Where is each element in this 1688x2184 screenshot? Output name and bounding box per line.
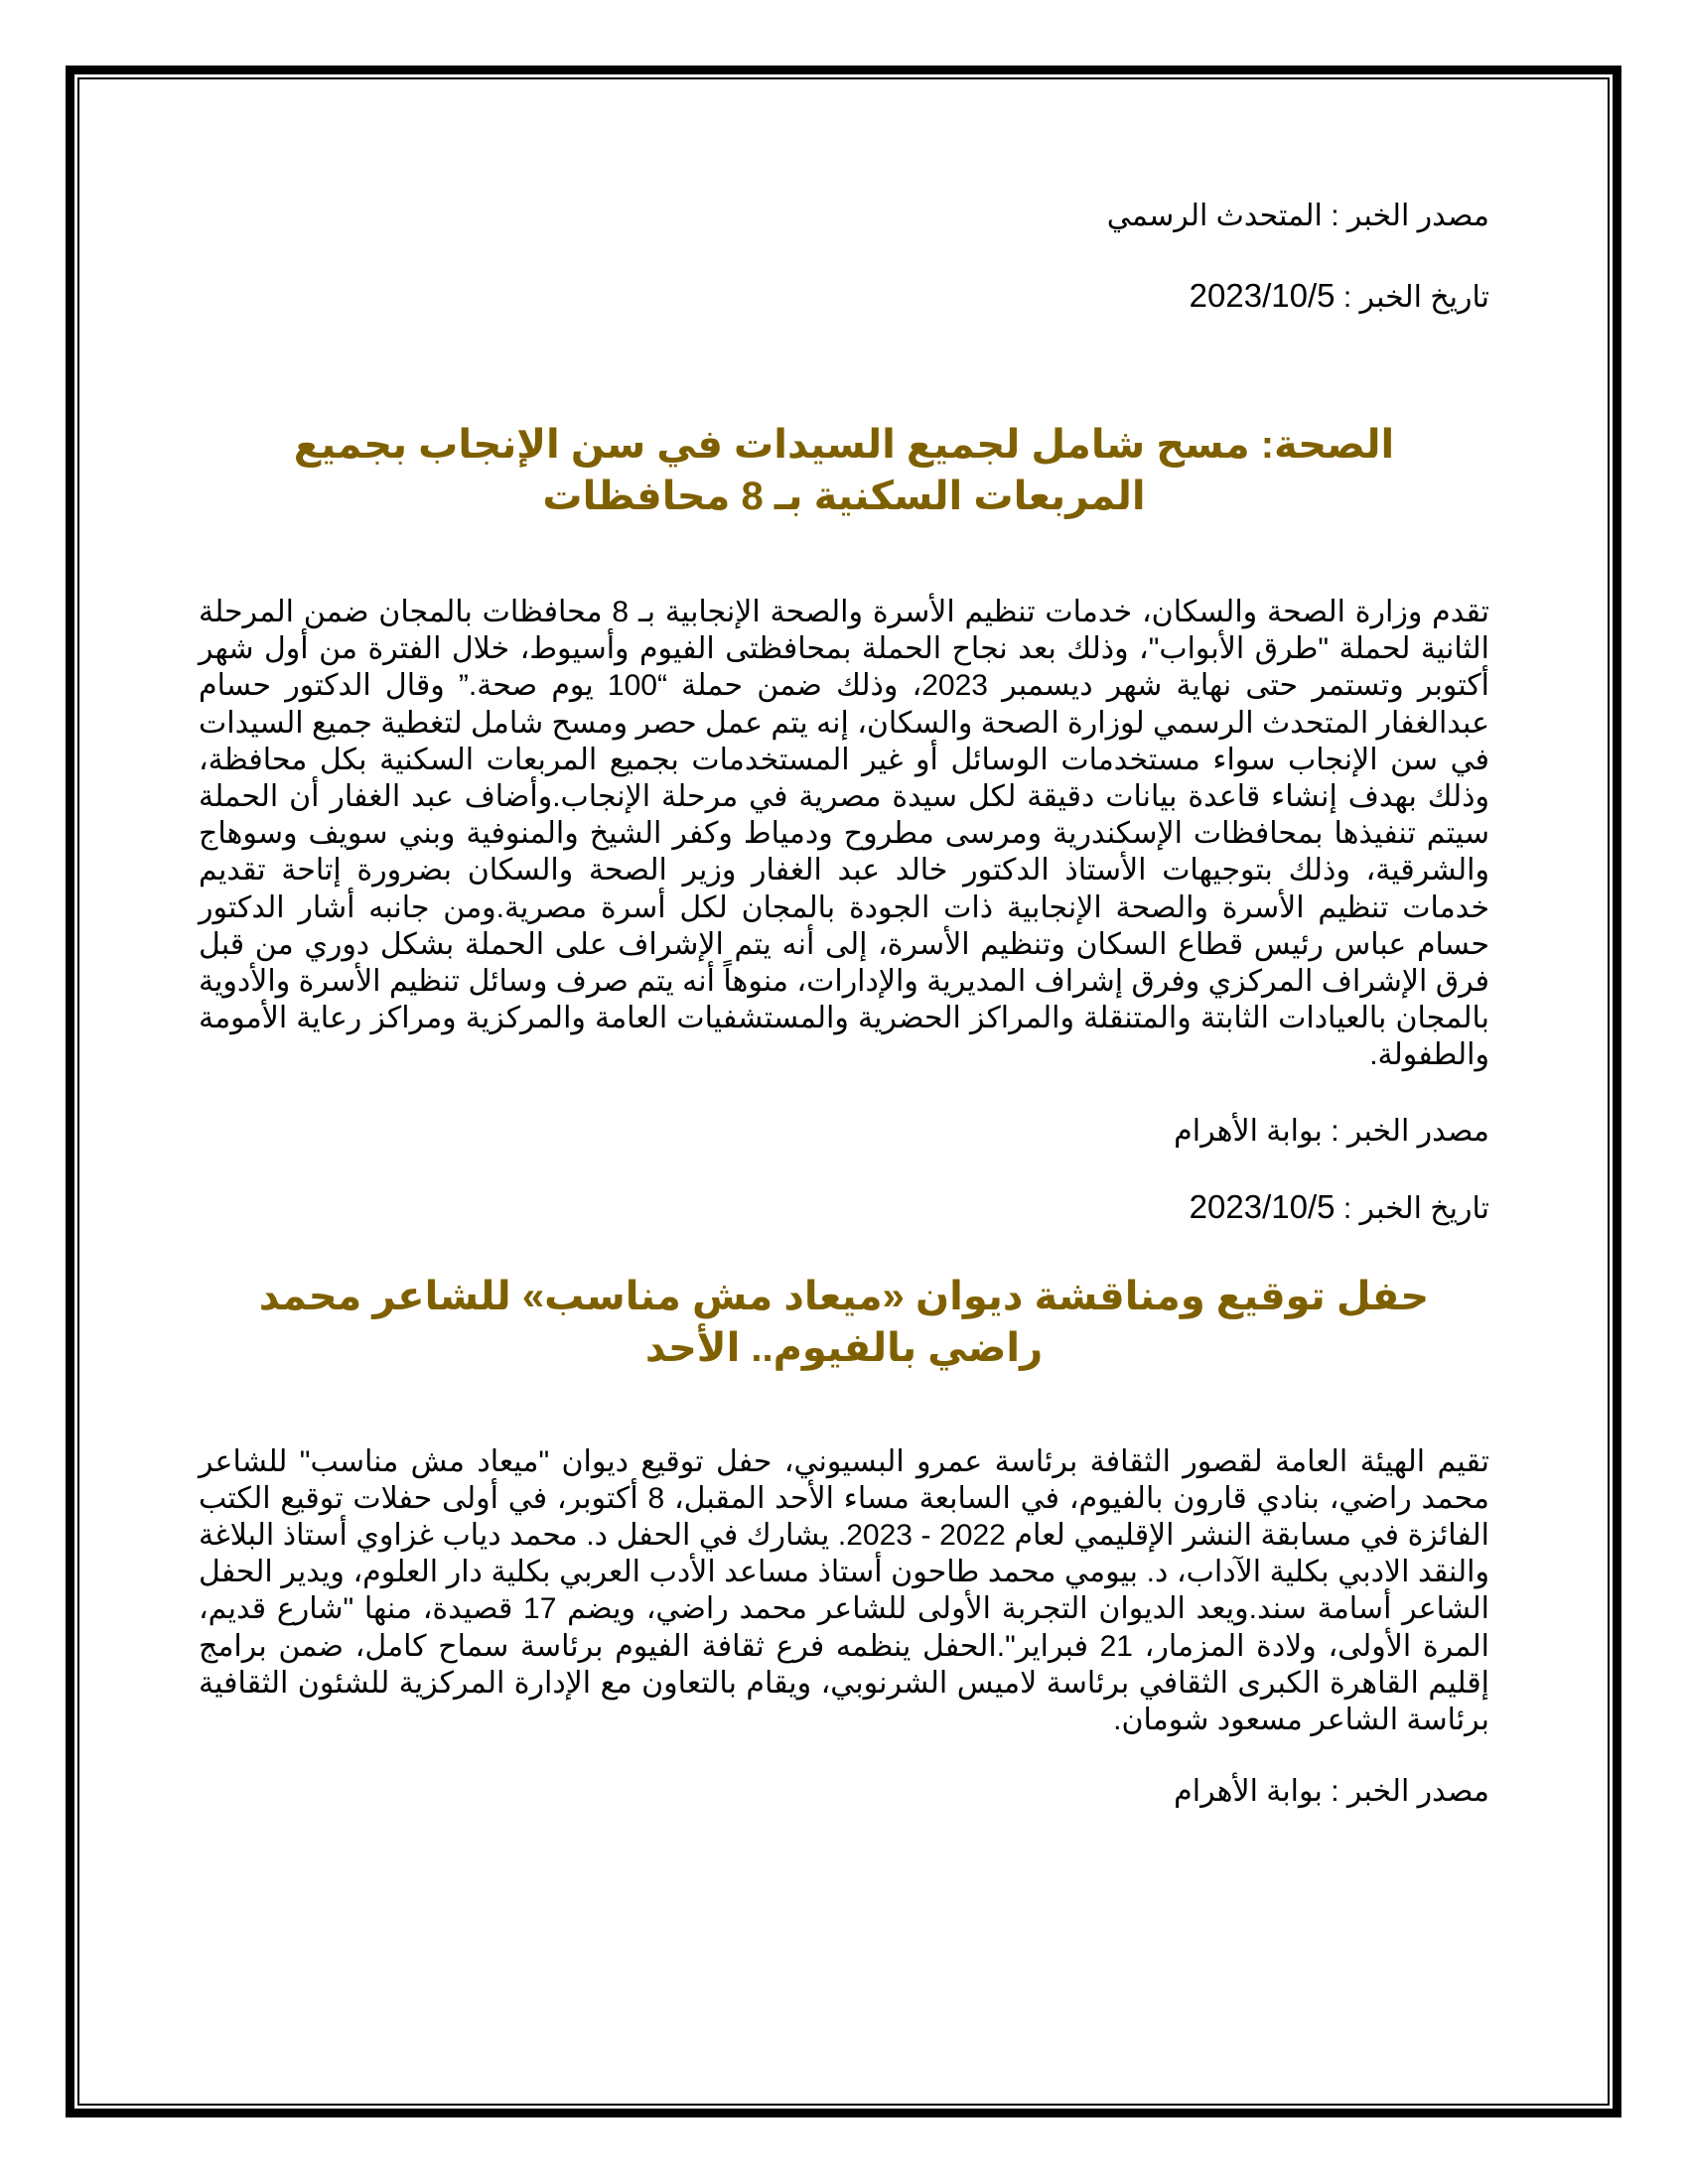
article-date-label: تاريخ الخبر	[1359, 1191, 1489, 1225]
news-source-separator: :	[1331, 200, 1339, 232]
article-source-separator: :	[1331, 1775, 1339, 1809]
article-source-line	[199, 1774, 1489, 1810]
article-headline: حفل توقيع ومناقشة ديوان «ميعاد مش مناسب» للشاعر محمد راضي بالفيوم.. الأحد	[258, 1274, 1430, 1370]
news-document	[199, 199, 1489, 1810]
news-source-line	[199, 199, 1489, 234]
news-date-line	[199, 278, 1489, 316]
article-source-label: مصدر الخبر	[1346, 1775, 1489, 1809]
article-date-line	[199, 1189, 1489, 1227]
article-body: تقدم وزارة الصحة والسكان، خدمات تنظيم الأسرة والصحة الإنجابية بـ 8 محافظات بالمجان ضمن المرحلة الثانية لحملة "طرق الأبواب"، وذلك بعد نجاح الحملة بمحافظتى الفيوم وأسيوط، خلال الفترة من أول شهر أكتوبر وتستمر حتى نهاية شهر ديسمبر 2023، وذلك ضمن حملة “100 يوم صحة.” وقال الدكتور حسام عبدالغفار المتحدث الرسمي لوزارة الصحة والسكان، إنه يتم عمل حصر ومسح شامل لتغطية جميع السيدات في سن الإنجاب سواء مستخدمات الوسائل أو غير المستخدمات بجميع المربعات السكنية بكل محافظة، وذلك بهدف إنشاء قاعدة بيانات دقيقة لكل سيدة مصرية في مرحلة الإنجاب.وأضاف عبد الغفار أن الحملة سيتم تنفيذها بمحافظات الإسكندرية ومرسى مطروح ودمياط وكفر الشيخ والمنوفية وبني سويف وسوهاج والشرقية، وذلك بتوجيهات الأستاذ الدكتور خالد عبد الغفار وزير الصحة والسكان بضرورة إتاحة تقديم خدمات تنظيم الأسرة والصحة الإنجابية ذات الجودة بالمجان لكل أسرة مصرية.ومن جانبه أشار الدكتور حسام عباس رئيس قطاع السكان وتنظيم الأسرة، إلى أنه يتم الإشراف على الحملة بشكل دوري من قبل فرق الإشراف المركزي وفرق إشراف المديرية والإدارات، منوهاً أنه يتم صرف وسائل تنظيم الأسرة والأدوية بالمجان بالعيادات الثابتة والمتنقلة والمراكز الحضرية والمستشفيات العامة والمركزية ومراكز رعاية الأمومة والطفولة.	[199, 596, 1489, 1072]
document-header	[199, 199, 1489, 316]
article-source-line	[199, 1114, 1489, 1150]
article-source-value: بوابة الأهرام	[1174, 1114, 1323, 1148]
article-source-label: مصدر الخبر	[1346, 1114, 1489, 1148]
news-date-label: تاريخ الخبر	[1359, 281, 1489, 314]
news-article	[199, 419, 1489, 1227]
article-body: تقيم الهيئة العامة لقصور الثقافة برئاسة عمرو البسيوني، حفل توقيع ديوان "ميعاد مش مناسب" للشاعر محمد راضي، بنادي قارون بالفيوم، في السابعة مساء الأحد المقبل، 8 أكتوبر، في أولى حفلات توقيع الكتب الفائزة في مسابقة النشر الإقليمي لعام 2022 - 2023. يشارك في الحفل د. محمد دياب غزاوي أستاذ البلاغة والنقد الادبي بكلية الآداب، د. بيومي محمد طاحون أستاذ مساعد الأدب العربي بكلية دار العلوم، ويدير الحفل الشاعر أسامة سند.ويعد الديوان التجربة الأولى للشاعر محمد راضي، ويضم 17 قصيدة، منها "شارع قديم، المرة الأولى، ولادة المزمار، 21 فبراير".الحفل ينظمه فرع ثقافة الفيوم برئاسة سماح كامل، ضمن برامج إقليم القاهرة الكبرى الثقافي برئاسة لاميس الشرنوبي، ويقام بالتعاون مع الإدارة المركزية للشئون الثقافية برئاسة الشاعر مسعود شومان.	[199, 1444, 1489, 1737]
article-date-separator: :	[1342, 1191, 1352, 1225]
news-source-value: المتحدث الرسمي	[1106, 200, 1323, 232]
article-source-value: بوابة الأهرام	[1174, 1775, 1323, 1809]
news-source-label: مصدر الخبر	[1346, 200, 1489, 232]
article-headline: الصحة: مسح شامل لجميع السيدات في سن الإنجاب بجميع المربعات السكنية بـ 8 محافظات	[293, 423, 1395, 518]
article-date-value: 2023/10/5	[1189, 1187, 1336, 1225]
news-date-separator: :	[1342, 281, 1352, 314]
news-date-value: 2023/10/5	[1189, 277, 1336, 314]
article-source-separator: :	[1331, 1114, 1339, 1148]
news-article	[199, 1271, 1489, 1811]
